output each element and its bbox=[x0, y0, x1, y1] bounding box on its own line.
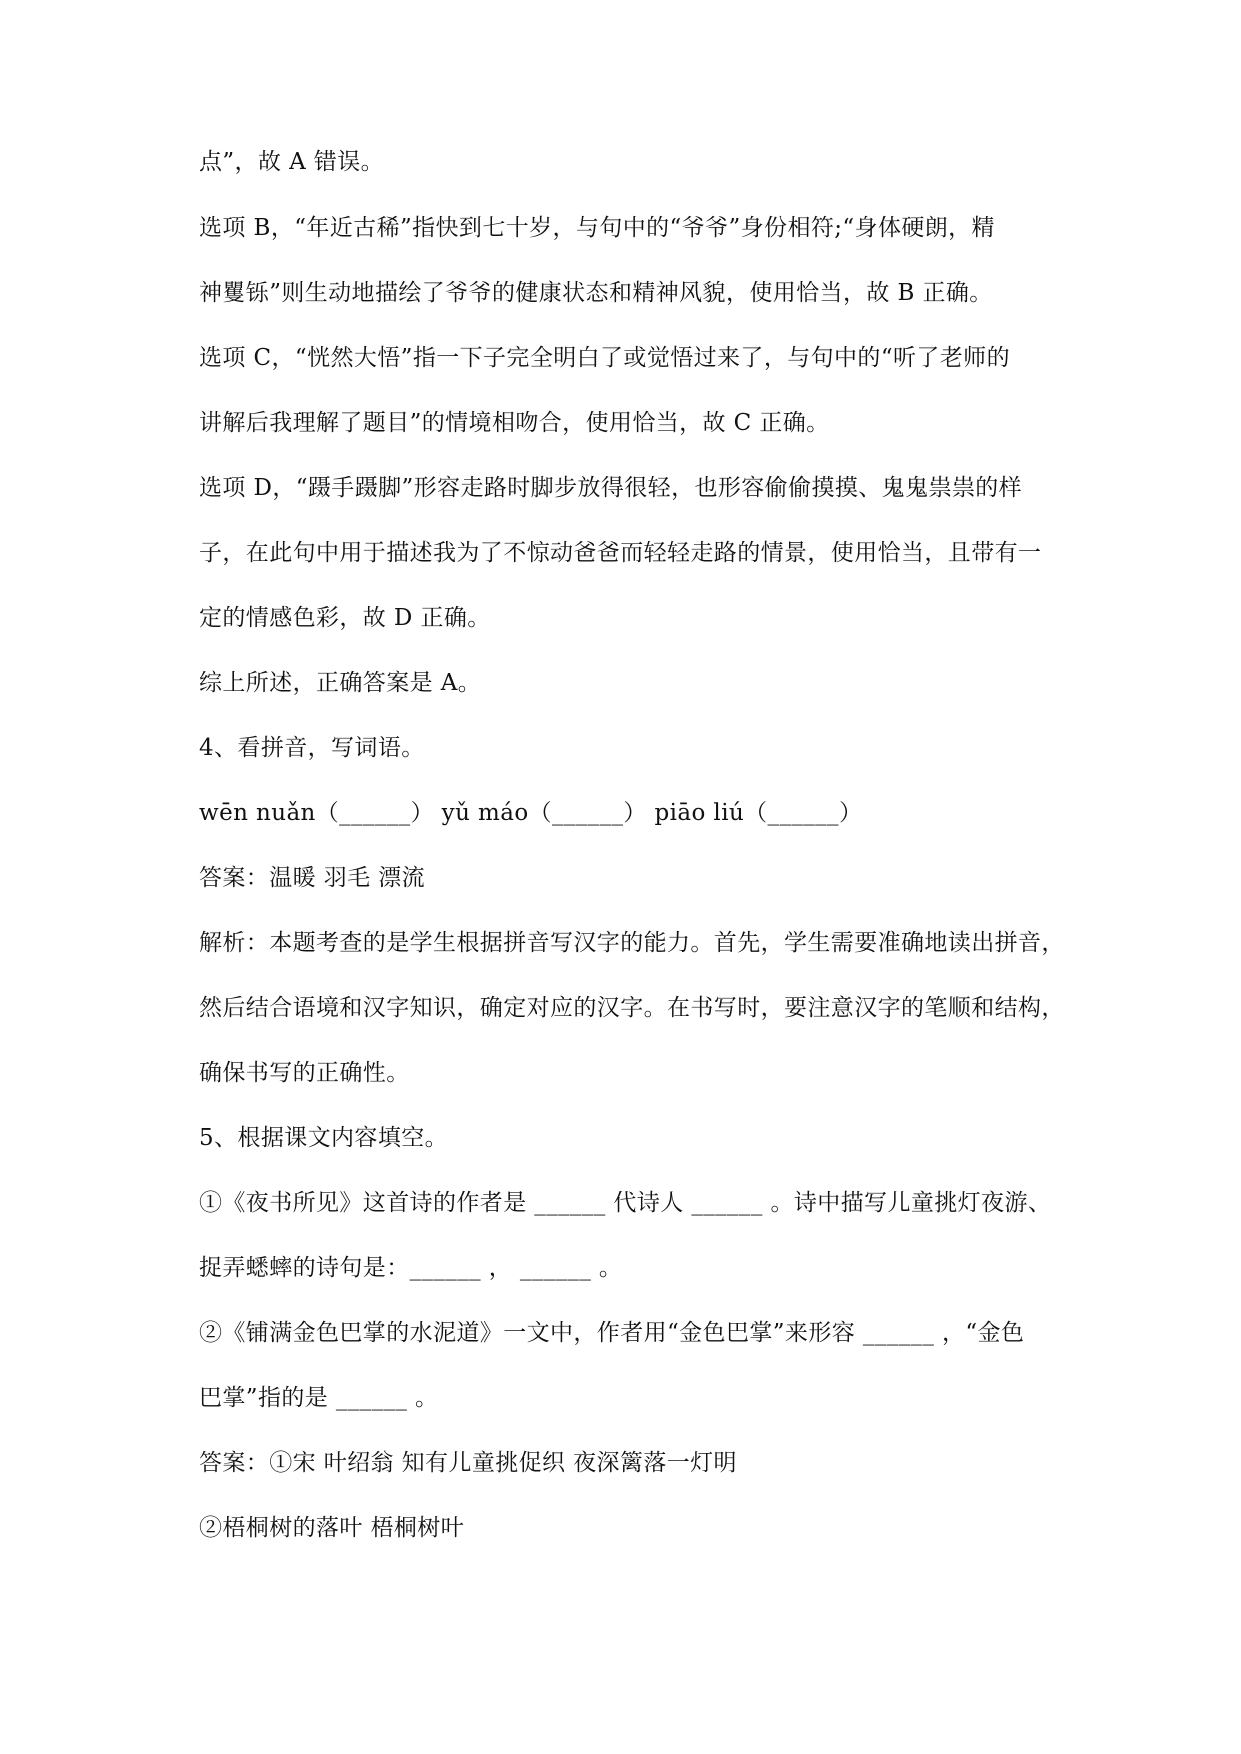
text-line: 解析：本题考查的是学生根据拼音写汉字的能力。首先，学生需要准确地读出拼音， bbox=[199, 930, 1065, 956]
question-heading: 4、看拼音，写词语。 bbox=[199, 735, 425, 761]
text-line: 综上所述，正确答案是 A。 bbox=[199, 670, 482, 696]
text-line: 定的情感色彩，故 D 正确。 bbox=[199, 605, 491, 631]
text-line: 子，在此句中用于描述我为了不惊动爸爸而轻轻走路的情景，使用恰当，且带有一 bbox=[199, 540, 1042, 566]
text-line: 选项 B，“年近古稀”指快到七十岁，与句中的“爷爷”身份相符;“身体硬朗，精 bbox=[199, 215, 995, 241]
text-line: ①《夜书所见》这首诗的作者是 ______ 代诗人 ______ 。诗中描写儿童挑灯夜游、 bbox=[199, 1190, 1052, 1216]
text-line: 点”，故 A 错误。 bbox=[199, 149, 384, 175]
text-line: 巴掌”指的是 ______ 。 bbox=[199, 1385, 439, 1411]
answer-line: 答案：温暖 羽毛 漂流 bbox=[199, 865, 426, 891]
text-line: 讲解后我理解了题目”的情境相吻合，使用恰当，故 C 正确。 bbox=[199, 410, 830, 436]
text-line: ②《铺满金色巴掌的水泥道》一文中，作者用“金色巴掌”来形容 ______ ，“金色 bbox=[199, 1320, 1025, 1346]
answer-line: 答案：①宋 叶绍翁 知有儿童挑促织 夜深篱落一灯明 bbox=[199, 1450, 737, 1476]
text-line: 确保书写的正确性。 bbox=[199, 1060, 410, 1086]
text-line: 选项 C，“恍然大悟”指一下子完全明白了或觉悟过来了，与句中的“听了老师的 bbox=[199, 345, 1010, 371]
text-line: 神矍铄”则生动地描绘了爷爷的健康状态和精神风貌，使用恰当，故 B 正确。 bbox=[199, 280, 993, 306]
pinyin-line: wēn nuǎn（______） yǔ máo（______） piāo liú（______） bbox=[199, 800, 863, 826]
text-line: 捉弄蟋蟀的诗句是：______ ， ______ 。 bbox=[199, 1255, 623, 1281]
text-line: 然后结合语境和汉字知识，确定对应的汉字。在书写时，要注意汉字的笔顺和结构， bbox=[199, 995, 1065, 1021]
text-line: 选项 D，“蹑手蹑脚”形容走路时脚步放得很轻，也形容偷偷摸摸、鬼鬼祟祟的样 bbox=[199, 475, 1023, 501]
answer-line: ②梧桐树的落叶 梧桐树叶 bbox=[199, 1515, 465, 1541]
question-heading: 5、根据课文内容填空。 bbox=[199, 1125, 449, 1151]
